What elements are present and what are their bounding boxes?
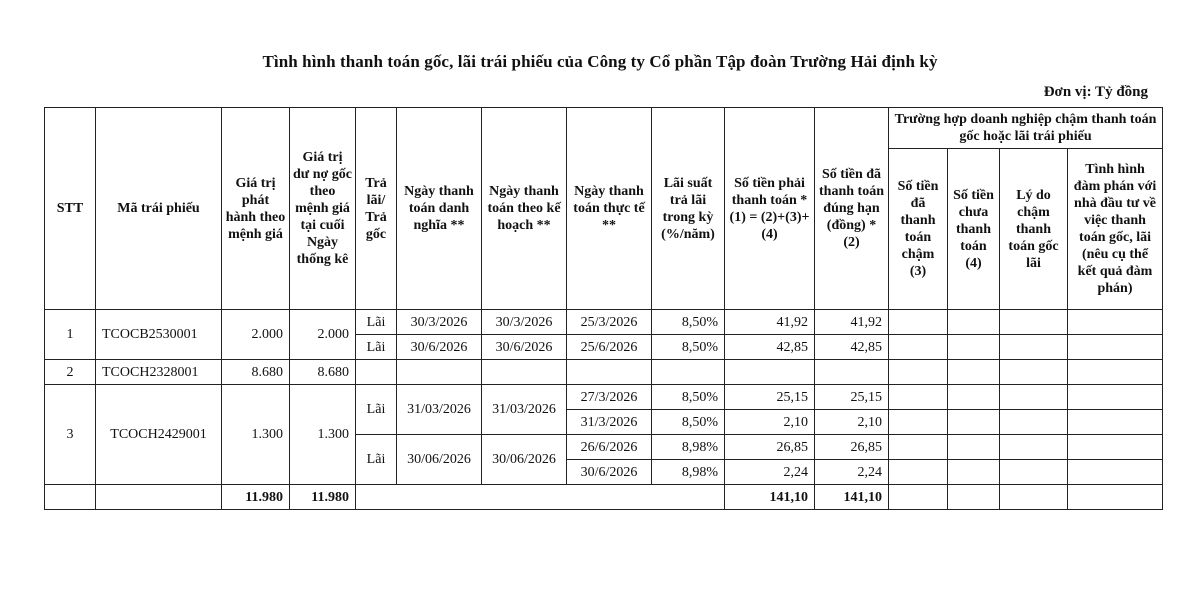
unpaid-cell [948, 410, 1000, 435]
actual-date: 30/6/2026 [567, 460, 652, 485]
header-amount-due: Số tiền phải thanh toán * (1) = (2)+(3)+(4) [725, 108, 815, 310]
nominal-date: 31/03/2026 [397, 385, 482, 435]
negotiation-cell [1068, 460, 1163, 485]
bond-issue-value: 1.300 [222, 385, 290, 485]
empty-cell [356, 485, 725, 510]
header-actual-date: Ngày thanh toán thực tế ** [567, 108, 652, 310]
total-amount-paid: 141,10 [815, 485, 889, 510]
empty-cell [482, 360, 567, 385]
empty-cell [1000, 485, 1068, 510]
unpaid-cell [948, 460, 1000, 485]
header-payment-type: Trả lãi/ Trả gốc [356, 108, 397, 310]
amount-paid: 26,85 [815, 435, 889, 460]
empty-cell [45, 485, 96, 510]
empty-cell [1000, 360, 1068, 385]
totals-row [45, 485, 1163, 510]
planned-date: 31/03/2026 [482, 385, 567, 435]
empty-cell [397, 360, 482, 385]
empty-cell [356, 360, 397, 385]
negotiation-cell [1068, 385, 1163, 410]
empty-cell [1068, 360, 1163, 385]
bond-outstanding-value: 8.680 [290, 360, 356, 385]
bond-stt: 3 [45, 385, 96, 485]
nominal-date: 30/3/2026 [397, 310, 482, 335]
header-outstanding-value: Giá trị dư nợ gốc theo mệnh giá tại cuối Ngày thống kê [290, 108, 356, 310]
amount-due: 26,85 [725, 435, 815, 460]
interest-rate: 8,50% [652, 410, 725, 435]
late-reason-cell [1000, 460, 1068, 485]
unpaid-cell [948, 335, 1000, 360]
late-reason-cell [1000, 335, 1068, 360]
header-amount-paid: Số tiền đã thanh toán đúng hạn (đồng) * (2) [815, 108, 889, 310]
late-paid-cell [889, 310, 948, 335]
empty-cell [948, 485, 1000, 510]
amount-paid: 42,85 [815, 335, 889, 360]
amount-due: 41,92 [725, 310, 815, 335]
actual-date: 25/3/2026 [567, 310, 652, 335]
late-reason-cell [1000, 385, 1068, 410]
late-paid-cell [889, 410, 948, 435]
header-late-reason: Lý do chậm thanh toán gốc lãi [1000, 149, 1068, 310]
empty-cell [948, 360, 1000, 385]
actual-date: 27/3/2026 [567, 385, 652, 410]
bond-payment-table [44, 107, 1163, 510]
bond-stt: 1 [45, 310, 96, 360]
header-unpaid: Số tiền chưa thanh toán (4) [948, 149, 1000, 310]
late-reason-cell [1000, 435, 1068, 460]
payment-type: Lãi [356, 335, 397, 360]
header-bond-code: Mã trái phiếu [96, 108, 222, 310]
table-row [45, 385, 1163, 410]
amount-due: 42,85 [725, 335, 815, 360]
actual-date: 26/6/2026 [567, 435, 652, 460]
payment-type: Lãi [356, 310, 397, 335]
amount-due: 2,10 [725, 410, 815, 435]
late-paid-cell [889, 335, 948, 360]
unit-label: Đơn vị: Tỷ đồng [1043, 84, 1148, 100]
unpaid-cell [948, 385, 1000, 410]
late-paid-cell [889, 460, 948, 485]
header-nominal-date: Ngày thanh toán danh nghĩa ** [397, 108, 482, 310]
bond-outstanding-value: 2.000 [290, 310, 356, 360]
empty-cell [567, 360, 652, 385]
bond-outstanding-value: 1.300 [290, 385, 356, 485]
interest-rate: 8,98% [652, 435, 725, 460]
nominal-date: 30/06/2026 [397, 435, 482, 485]
amount-paid: 2,24 [815, 460, 889, 485]
negotiation-cell [1068, 310, 1163, 335]
late-paid-cell [889, 385, 948, 410]
actual-date: 31/3/2026 [567, 410, 652, 435]
negotiation-cell [1068, 335, 1163, 360]
interest-rate: 8,50% [652, 335, 725, 360]
header-planned-date: Ngày thanh toán theo kế hoạch ** [482, 108, 567, 310]
header-negotiation-status: Tình hình đàm phán với nhà đầu tư về việc thanh toán gốc, lãi (nêu cụ thể kết quả đàm phán) [1068, 149, 1163, 310]
bond-stt: 2 [45, 360, 96, 385]
empty-cell [725, 360, 815, 385]
late-reason-cell [1000, 410, 1068, 435]
interest-rate: 8,98% [652, 460, 725, 485]
amount-paid: 41,92 [815, 310, 889, 335]
nominal-date: 30/6/2026 [397, 335, 482, 360]
header-stt: STT [45, 108, 96, 310]
amount-due: 2,24 [725, 460, 815, 485]
unpaid-cell [948, 310, 1000, 335]
negotiation-cell [1068, 435, 1163, 460]
late-reason-cell [1000, 310, 1068, 335]
planned-date: 30/3/2026 [482, 310, 567, 335]
bond-code: TCOCH2328001 [96, 360, 222, 385]
empty-cell [815, 360, 889, 385]
table-row [45, 360, 1163, 385]
empty-cell [889, 485, 948, 510]
amount-paid: 25,15 [815, 385, 889, 410]
amount-due: 25,15 [725, 385, 815, 410]
bond-code: TCOCH2429001 [96, 385, 222, 485]
actual-date: 25/6/2026 [567, 335, 652, 360]
negotiation-cell [1068, 410, 1163, 435]
total-outstanding-value: 11.980 [290, 485, 356, 510]
header-late-paid: Số tiền đã thanh toán chậm (3) [889, 149, 948, 310]
bond-issue-value: 8.680 [222, 360, 290, 385]
planned-date: 30/06/2026 [482, 435, 567, 485]
bond-issue-value: 2.000 [222, 310, 290, 360]
empty-cell [652, 360, 725, 385]
total-issue-value: 11.980 [222, 485, 290, 510]
header-issue-value: Giá trị phát hành theo mệnh giá [222, 108, 290, 310]
payment-type: Lãi [356, 385, 397, 435]
total-amount-due: 141,10 [725, 485, 815, 510]
interest-rate: 8,50% [652, 385, 725, 410]
amount-paid: 2,10 [815, 410, 889, 435]
table-row [45, 310, 1163, 335]
payment-type: Lãi [356, 435, 397, 485]
bond-code: TCOCB2530001 [96, 310, 222, 360]
planned-date: 30/6/2026 [482, 335, 567, 360]
header-interest-rate: Lãi suất trả lãi trong kỳ (%/năm) [652, 108, 725, 310]
empty-cell [889, 360, 948, 385]
late-paid-cell [889, 435, 948, 460]
header-late-payment-group: Trường hợp doanh nghiệp chậm thanh toán gốc hoặc lãi trái phiếu [889, 108, 1163, 149]
interest-rate: 8,50% [652, 310, 725, 335]
empty-cell [96, 485, 222, 510]
empty-cell [1068, 485, 1163, 510]
document-title: Tình hình thanh toán gốc, lãi trái phiếu của Công ty Cổ phần Tập đoàn Trường Hải định kỳ [262, 52, 938, 71]
unpaid-cell [948, 435, 1000, 460]
